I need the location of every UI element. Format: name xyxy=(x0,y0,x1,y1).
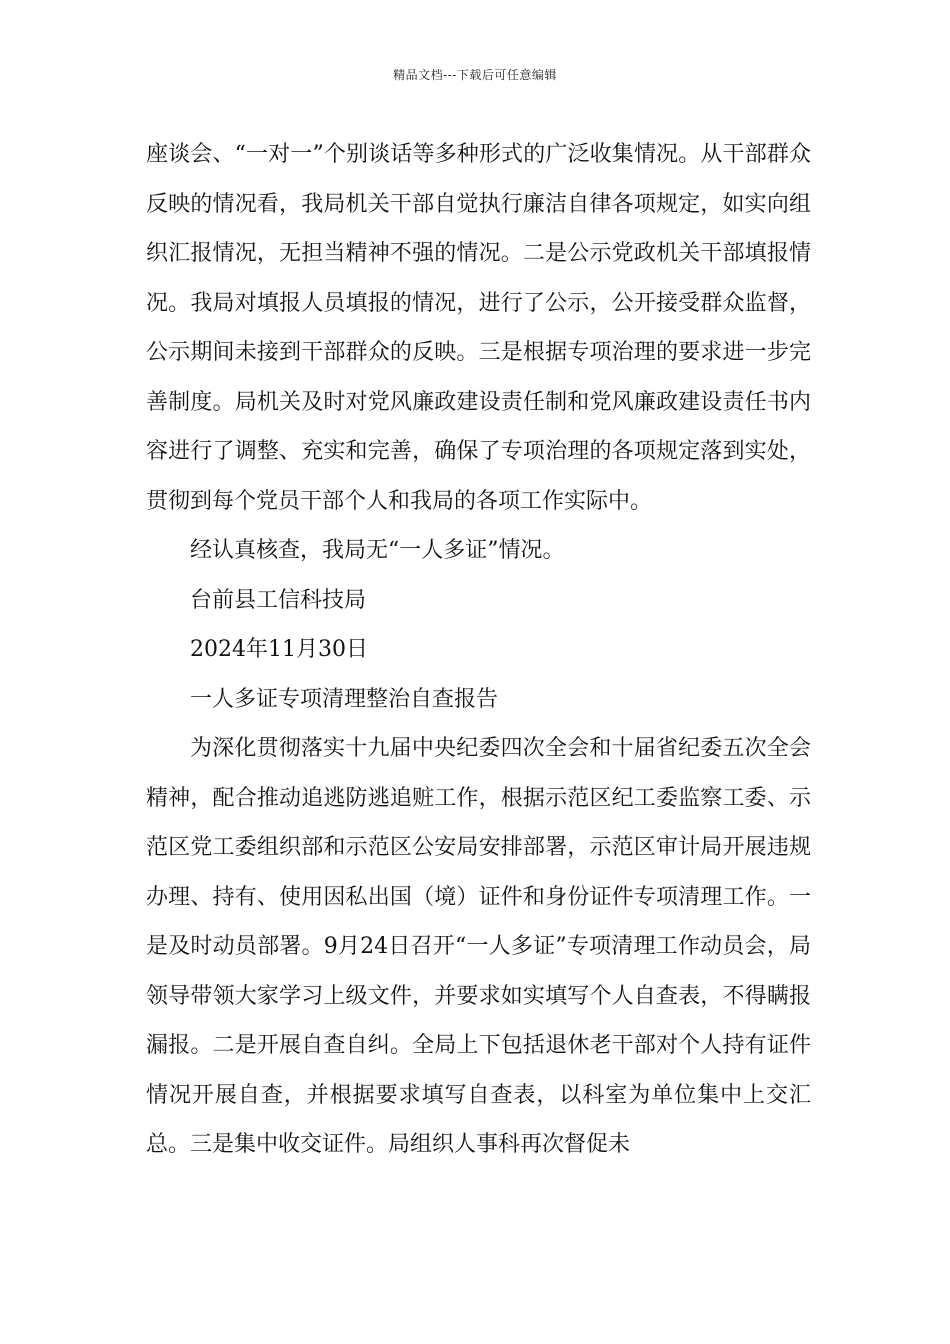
document-date: 2024年11月30日 xyxy=(190,637,368,662)
report-title: 一人多证专项清理整治自查报告 xyxy=(190,686,499,712)
paragraph-verification: 经认真核查，我局无“一人多证”情况。 xyxy=(190,538,565,563)
document-body xyxy=(146,130,811,1170)
page-header: 精品文档---下载后可任意编辑 xyxy=(393,68,557,82)
organization-name: 台前县工信科技局 xyxy=(190,587,367,613)
paragraph-continued: 座谈会、“一对一”个别谈话等多种形式的广泛收集情况。从干部群众反映的情况看，我局机关干部自觉执行廉洁自律各项规定，如实向组织汇报情况，无担当精神不强的情况。二是公示党政机关干部填报情况。我局对填报人员填报的情况，进行了公示，公开接受群众监督，公示期间未接到干部群众的反映。三是根据专项治理的要求进一步完善制度。局机关及时对党风廉政建设责任制和党风廉政建设责任书内容进行了调整、充实和完善，确保了专项治理的各项规定落到实处，贯彻到每个党员干部个人和我局的各项工作实际中。 xyxy=(146,142,811,514)
paragraph-report-body: 为深化贯彻落实十九届中央纪委四次全会和十届省纪委五次全会精神，配合推动追逃防逃追赃工作，根据示范区纪工委监察工委、示范区党工委组织部和示范区公安局安排部署，示范区审计局开展违规办理、持有、使用因私出国（境）证件和身份证件专项清理工作。一是及时动员部署。9月24日召开“一人多证”专项清理工作动员会，局领导带领大家学习上级文件，并要求如实填写个人自查表，不得瞒报漏报。二是开展自查自纠。全局上下包括退休老干部对个人持有证件情况开展自查，并根据要求填写自查表，以科室为单位集中上交汇总。三是集中收交证件。局组织人事科再次督促未 xyxy=(146,736,811,1157)
